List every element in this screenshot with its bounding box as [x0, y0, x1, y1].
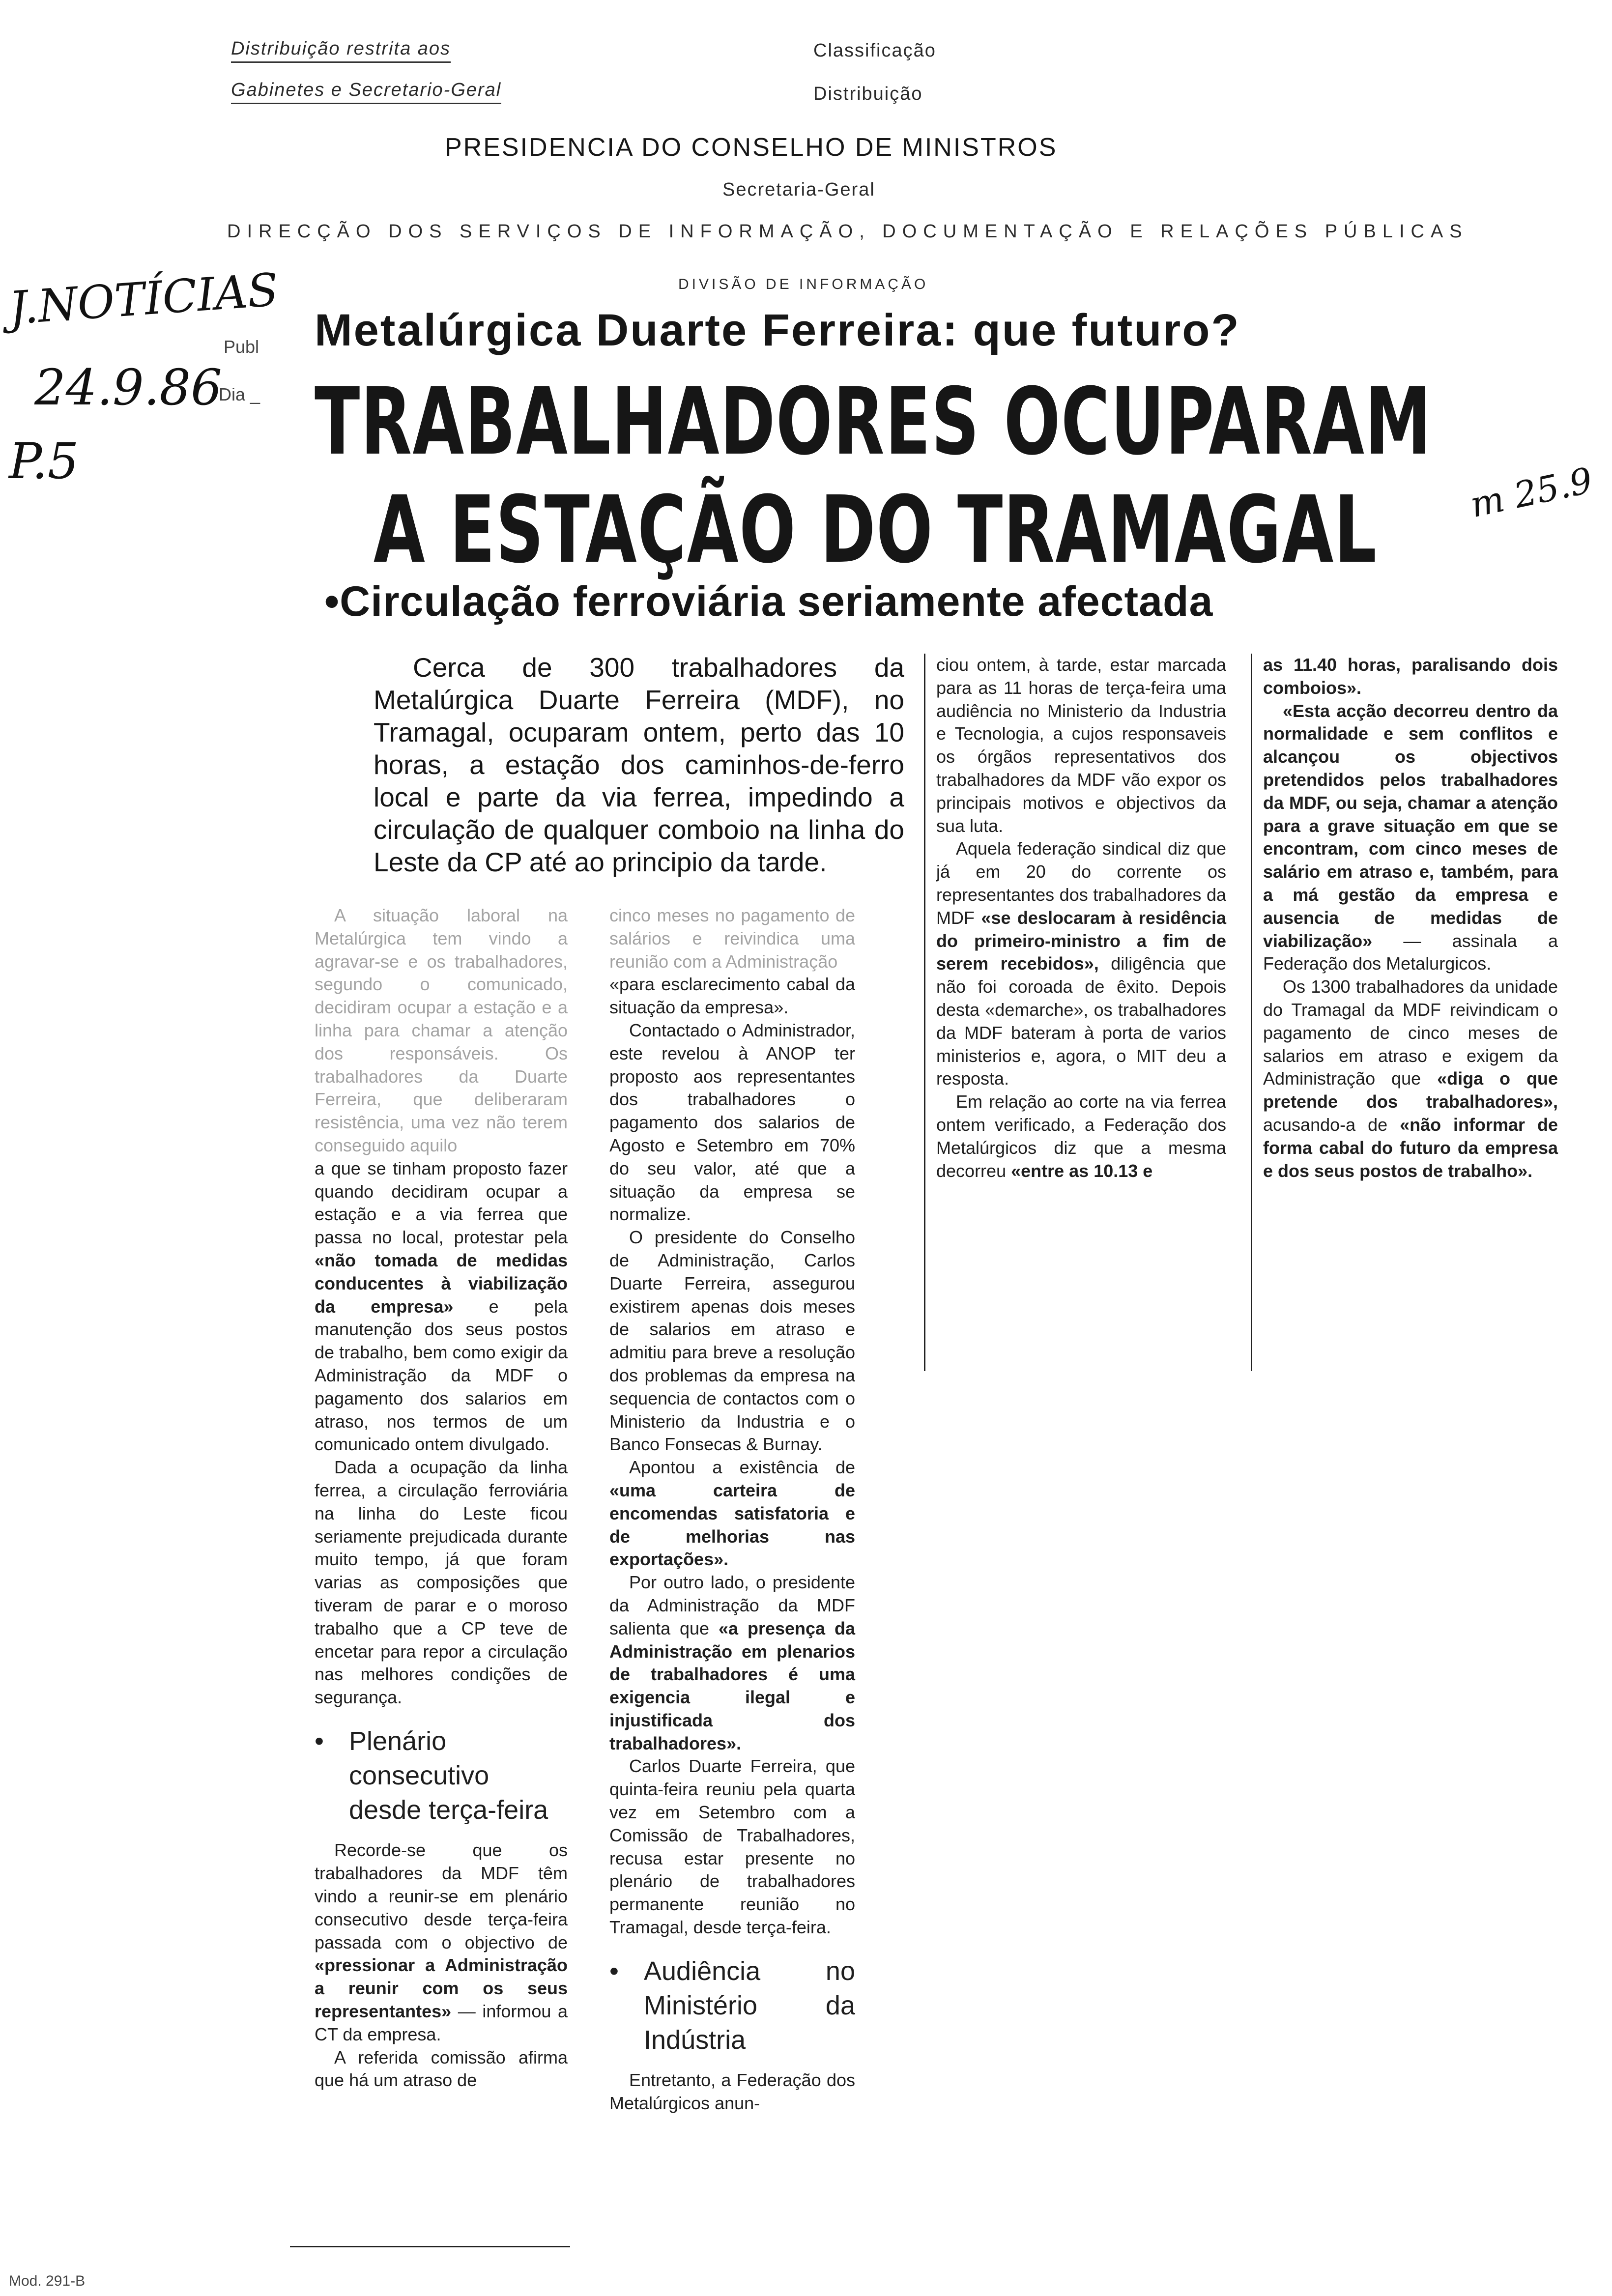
col3-paragraph-2	[936, 837, 1226, 1091]
faded-paragraph: cinco meses no pagamento de salários e reivindica uma reunião com a Administração	[609, 905, 855, 972]
col2-paragraph-2: Contactado o Administrador, este revelou à ANOP ter proposto aos representantes dos trabalhadores o pagamento dos salarios de Agosto e Setembro em 70% do seu valor, até que a situação da empresa se normalize.	[609, 1020, 855, 1225]
headline-line1: TRABALHADORES OCUPARAM	[315, 368, 1432, 476]
bullet-icon: •	[609, 1956, 619, 1986]
column-divider	[1251, 654, 1252, 1371]
col1-p3-text-b: — informou a CT da empresa.	[315, 2001, 568, 2044]
col1-paragraph-3	[315, 1839, 568, 2046]
column-2	[609, 904, 855, 2115]
bottom-rule	[290, 2246, 570, 2247]
column-divider	[924, 654, 925, 1371]
secretariat-label: Secretaria-Geral	[722, 179, 875, 200]
col3-p3-text: Em relação ao corte na via ferrea ontem verificado, a Federação dos Metalúrgicos diz que a mesma decorreu	[936, 1091, 1226, 1181]
col1-text-a: a que se tinham proposto fazer quando decidiram ocupar a estação e a via ferrea que passa no local, protestar pela	[315, 1158, 568, 1248]
directorate-label: DIRECÇÃO DOS SERVIÇOS DE INFORMAÇÃO, DOCUMENTAÇÃO E RELAÇÕES PÚBLICAS	[227, 221, 1468, 242]
section-heading-text: Audiência no Ministério da Indústria	[644, 1956, 855, 2055]
distribution-label: Distribuição	[813, 84, 923, 104]
col3-paragraph-1: ciou ontem, à tarde, estar marcada para as 11 horas de terça-feira uma audiência no Ministerio da Industria e Tecnologia, a cujos responsaveis os órgãos representativos dos trabalhadores da MDF vão expor os principais motivos e objectivos da sua luta.	[936, 655, 1226, 836]
col2-p4-quote: «uma carteira de encomendas satisfatoria e de melhorias nas exportações».	[609, 1480, 855, 1570]
headline-line2: A ESTAÇÃO DO TRAMAGAL	[374, 476, 1378, 584]
col3-p2-quote: «se deslocaram à residência do primeiro-ministro a fim de serem recebidos»,	[936, 907, 1226, 974]
col3-p2-text-a: Aquela federação sindical diz que já em 20 do corrente os representantes dos trabalhadores da MDF	[936, 838, 1226, 928]
col3-p2-text-b: diligência que não foi coroada de êxito. Depois desta «demarche», os trabalhadores da MDF bateram à porta de varios ministerios e, agora, o MIT deu a resposta.	[936, 953, 1226, 1089]
col1-p3-quote: «pressionar a Administração a reunir com os seus representantes»	[315, 1955, 568, 2022]
col2-paragraph-3: O presidente do Conselho de Administração, Carlos Duarte Ferreira, assegurou existirem apenas dois meses de salarios em atraso e admitiu para breve a resolução dos problemas da empresa na sequencia de contactos com o Ministerio da Industria e o Banco Fonsecas & Burnay.	[609, 1227, 855, 1455]
subheadline: •Circulação ferroviária seriamente afectada	[324, 578, 1213, 625]
col4-p3-text-b: acusando-a de	[1263, 1114, 1388, 1135]
office-title: PRESIDENCIA DO CONSELHO DE MINISTROS	[445, 133, 1058, 162]
bullet-icon: •	[315, 1726, 324, 1756]
handwritten-publication: J.NOTÍCIAS	[7, 263, 280, 335]
lead-paragraph	[374, 651, 904, 878]
column-4	[1263, 654, 1558, 1182]
col4-p2-text: — assinala a Federação dos Metalurgicos.	[1263, 930, 1558, 974]
handwritten-page: P.5	[9, 432, 79, 490]
col2-paragraph-7: Entretanto, a Federação dos Metalúrgicos anun-	[609, 2070, 855, 2114]
lead-text: Cerca de 300 trabalhadores da Metalúrgica Duarte Ferreira (MDF), no Tramagal, ocuparam ontem, perto das 10 horas, a estação dos caminhos-de-ferro local e parte da via ferrea, impedindo a circulação de qualquer comboio na linha do Leste da CP até ao principio da tarde.	[374, 652, 904, 877]
column-1	[315, 904, 568, 2092]
handwritten-margin-mark: m 25.9	[1467, 459, 1596, 526]
col1-text-b: e pela manutenção dos seus postos de trabalho, bem como exigir da Administração da MDF o pagamento dos salarios em atraso, nos termos de um comunicado ontem divulgado.	[315, 1296, 568, 1455]
col1-quote: «não tomada de medidas conducentes à viabilização da empresa»	[315, 1250, 568, 1317]
column-3	[936, 654, 1226, 1182]
handwritten-date: 24.9.86	[34, 359, 222, 416]
article-kicker: Metalúrgica Duarte Ferreira: que futuro?	[315, 305, 1240, 355]
col3-p3-quote: «entre as 10.13 e	[1011, 1160, 1153, 1181]
form-code: Mod. 291-B	[9, 2273, 86, 2289]
col2-paragraph-1: «para esclarecimento cabal da situação da empresa».	[609, 974, 855, 1018]
section-heading-text: Plenário consecutivo desde terça-feira	[349, 1726, 548, 1825]
faded-paragraph: A situação laboral na Metalúrgica tem vindo a agravar-se e os trabalhadores, segundo o comunicado, decidiram ocupar a estação e a linha para chamar a atenção dos responsáveis. Os trabalhadores da Duarte Ferreira, que deliberaram resistência, uma vez não terem conseguido aquilo	[315, 905, 568, 1155]
col4-paragraph-2	[1263, 700, 1558, 976]
classification-label: Classificação	[813, 40, 936, 61]
section-heading-audiencia	[609, 1954, 855, 2058]
col4-p3-quote-2: «não informar de forma cabal do futuro da empresa e dos seus postos de trabalho».	[1263, 1114, 1558, 1181]
day-field-label: Dia _	[219, 384, 260, 404]
section-heading-plenario	[315, 1724, 568, 1828]
col2-p5-text: Por outro lado, o presidente da Administração da MDF salienta que	[609, 1572, 855, 1638]
col4-p3-text-a: Os 1300 trabalhadores da unidade do Tramagal da MDF reivindicam o pagamento de cinco meses de salarios em atraso e exigem da Administração que	[1263, 976, 1558, 1089]
col4-paragraph-1: as 11.40 horas, paralisando dois comboios».	[1263, 655, 1558, 698]
col4-p3-quote-1: «diga o que pretende dos trabalhadores»,	[1263, 1068, 1558, 1112]
col1-paragraph-1	[315, 1157, 568, 1456]
distribution-restricted-line2: Gabinetes e Secretario-Geral	[231, 80, 501, 104]
col2-p4-text: Apontou a existência de	[629, 1457, 855, 1478]
col4-paragraph-3	[1263, 976, 1558, 1182]
col3-paragraph-3	[936, 1091, 1226, 1182]
col4-p2-quote: «Esta acção decorreu dentro da normalidade e sem conflitos e alcançou os objectivos pretendidos pelos trabalhadores da MDF, ou seja, chamar a atenção para a grave situação em que se encontram, com cinco meses de salário em atraso e, também, para a má gestão da empresa e ausencia de medidas de viabilização»	[1263, 700, 1558, 951]
col2-paragraph-4	[609, 1456, 855, 1571]
division-label: DIVISÃO DE INFORMAÇÃO	[678, 276, 929, 292]
col2-p5-quote: «a presença da Administração em plenarios de trabalhadores é uma exigencia ilegal e injustificada dos trabalhadores».	[609, 1618, 855, 1753]
distribution-restricted-line1: Distribuição restrita aos	[231, 38, 451, 63]
col2-paragraph-6: Carlos Duarte Ferreira, que quinta-feira reuniu pela quarta vez em Setembro com a Comissão de Trabalhadores, recusa estar presente no plenário de trabalhadores permanente reunião no Tramagal, desde terça-feira.	[609, 1756, 855, 1938]
col1-paragraph-4: A referida comissão afirma que há um atraso de	[315, 2047, 568, 2091]
col1-p3-text-a: Recorde-se que os trabalhadores da MDF têm vindo a reunir-se em plenário consecutivo desde terça-feira passada com o objectivo de	[315, 1840, 568, 1952]
publication-field-label: Publ	[224, 337, 259, 357]
col2-paragraph-5	[609, 1571, 855, 1755]
col1-paragraph-2: Dada a ocupação da linha ferrea, a circulação ferroviária na linha do Leste ficou seriamente prejudicada durante muito tempo, já que foram varias as composições que tiveram de parar e o moroso trabalho que a CP teve de encetar para repor a circulação nas melhores condições de segurança.	[315, 1457, 568, 1708]
